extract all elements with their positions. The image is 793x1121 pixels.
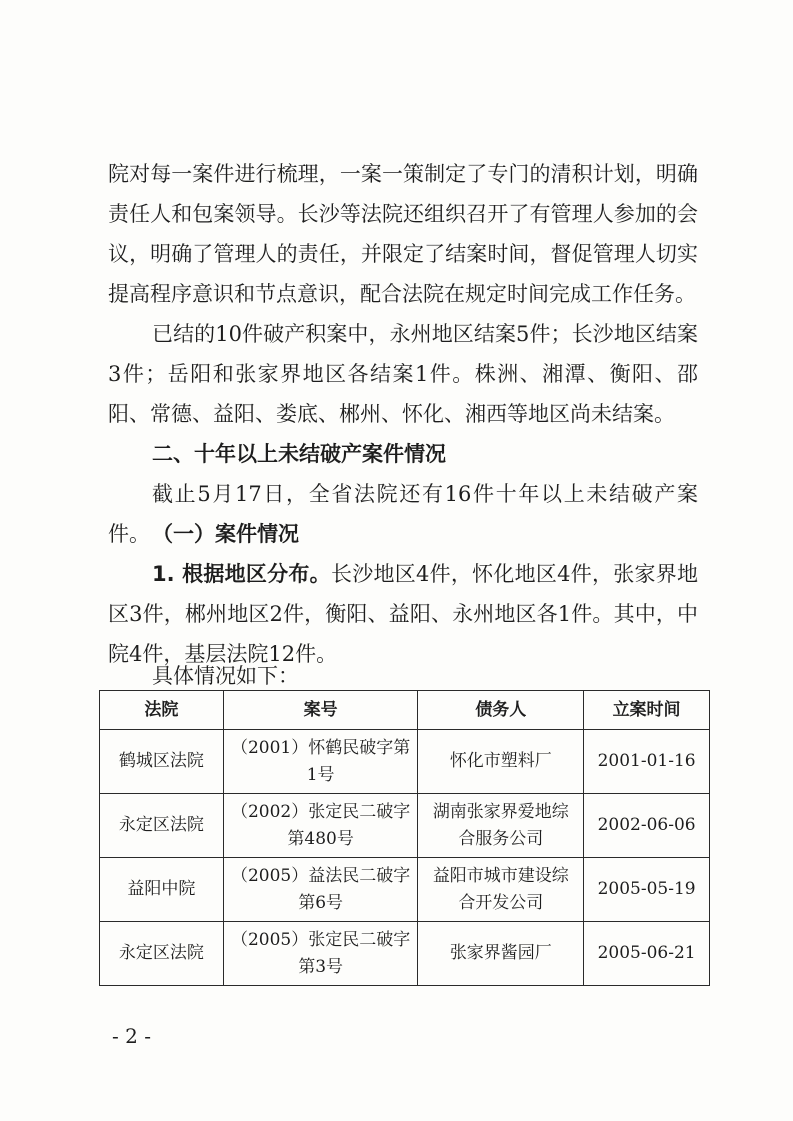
cell-filing-date: 2005-05-19 xyxy=(584,858,710,922)
cell-filing-date: 2005-06-21 xyxy=(584,922,710,986)
paragraph-5: 具体情况如下： xyxy=(152,664,299,688)
cell-filing-date: 2001-01-16 xyxy=(584,730,710,794)
table-row xyxy=(100,922,710,986)
header-case-number: 案号 xyxy=(223,691,418,730)
cell-debtor: 怀化市塑料厂 xyxy=(418,730,584,794)
cell-debtor: 湖南张家界爱地综合服务公司 xyxy=(418,794,584,858)
cell-debtor: 益阳市城市建设综合开发公司 xyxy=(418,858,584,922)
cell-debtor: 张家界酱园厂 xyxy=(418,922,584,986)
header-court: 法院 xyxy=(100,691,224,730)
table-row xyxy=(100,730,710,794)
paragraph-4-body: 长沙地区4件，怀化地区4件，张家界地区3件，郴州地区2件，衡阳、益阳、永州地区各1件。其中，中院4件，基层法院12件。 xyxy=(108,562,698,666)
cell-filing-date: 2002-06-06 xyxy=(584,794,710,858)
paragraph-4-lead: 1. 根据地区分布。 xyxy=(152,562,331,586)
paragraph-2: 已结的10件破产积案中，永州地区结案5件；长沙地区结案3件；岳阳和张家界地区各结案1件。株洲、湘潭、衡阳、邵阳、常德、益阳、娄底、郴州、怀化、湘西等地区尚未结案。 xyxy=(108,322,698,426)
header-filing-date: 立案时间 xyxy=(584,691,710,730)
page-number: - 2 - xyxy=(112,1024,151,1048)
paragraph-3: 截止5月17日，全省法院还有16件十年以上未结破产案件。 xyxy=(108,482,698,546)
section-heading: 二、十年以上未结破产案件情况 xyxy=(152,442,446,466)
table-row xyxy=(100,794,710,858)
header-debtor: 债务人 xyxy=(418,691,584,730)
cell-case-number: （2001）怀鹤民破字第1号 xyxy=(223,730,418,794)
cell-court: 鹤城区法院 xyxy=(100,730,224,794)
cell-case-number: （2002）张定民二破字第480号 xyxy=(223,794,418,858)
paragraph-1: 院对每一案件进行梳理，一案一策制定了专门的清积计划，明确责任人和包案领导。长沙等法院还组织召开了有管理人参加的会议，明确了管理人的责任，并限定了结案时间，督促管理人切实提高程序意识和节点意识，配合法院在规定时间完成工作任务。 xyxy=(108,162,698,306)
subsection-heading: （一）案件情况 xyxy=(152,522,299,546)
cell-case-number: （2005）益法民二破字第6号 xyxy=(223,858,418,922)
table-row xyxy=(100,858,710,922)
cell-court: 永定区法院 xyxy=(100,794,224,858)
cell-court: 永定区法院 xyxy=(100,922,224,986)
table-header-row xyxy=(100,691,710,730)
cell-case-number: （2005）张定民二破字第3号 xyxy=(223,922,418,986)
cell-court: 益阳中院 xyxy=(100,858,224,922)
case-table xyxy=(99,690,710,986)
